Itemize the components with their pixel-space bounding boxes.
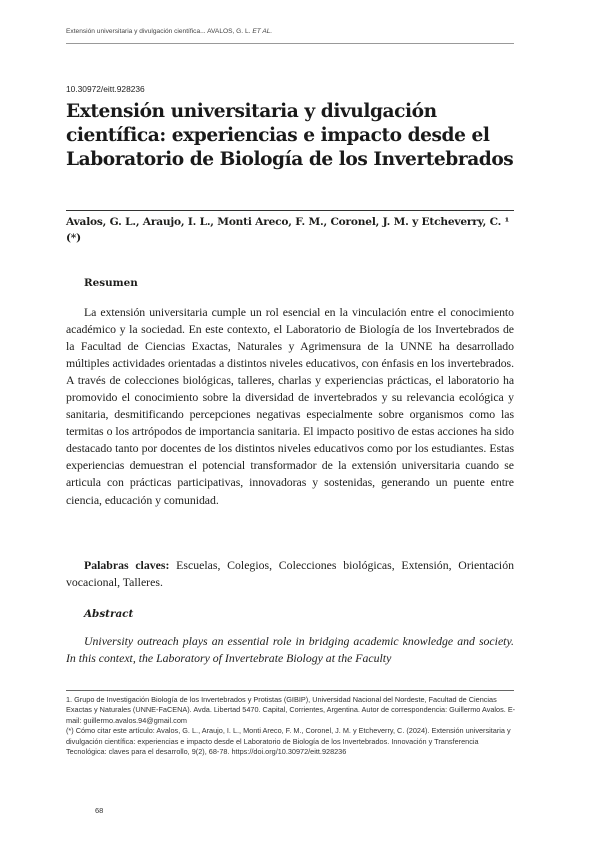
author-list: Avalos, G. L., Araujo, I. L., Monti Areco, F. M., Coronel, J. M. y Etcheverry, C. ¹ (*) <box>66 216 510 244</box>
keywords-paragraph <box>66 557 514 591</box>
running-header-text: Extensión universitaria y divulgación científica... AVALOS, G. L. <box>66 28 251 35</box>
footnote-divider <box>66 690 514 691</box>
resumen-heading: Resumen <box>84 277 138 289</box>
footnotes <box>66 695 516 757</box>
abstract-body: University outreach plays an essential role in bridging academic knowledge and society. In this context, the Laboratory of Invertebrate Biology at the Faculty <box>66 634 514 666</box>
footnote-citation: (*) Cómo citar este artículo: Avalos, G. L., Araujo, I. L., Monti Areco, F. M., Coronel, J. M. y Etcheverry, C. (2024). Extensión universitaria y divulgación científica: experiencias e impacto desde el Laboratorio de Biología de los Invertebrados. Innovación y Transferencia Tecnológica: claves para el desarrollo, 9(2), 68-78. https://doi.org/10.30972/eitt.928236 <box>66 726 511 757</box>
doi-label: 10.30972/eitt.928236 <box>66 84 145 94</box>
resumen-body: La extensión universitaria cumple un rol esencial en la vinculación entre el conocimiento académico y la sociedad. En este contexto, el Laboratorio de Biología de los Invertebrados de la Facultad de Ciencias Exactas, Naturales y Agrimensura de la UNNE ha desarrollado múltiples actividades orientadas a distintos niveles educativos, con énfasis en los invertebrados. A través de colecciones biológicas, talleres, charlas y experiencias prácticas, el laboratorio ha promovido el conocimiento sobre la diversidad de invertebrados y su relevancia ecológica y sanitaria, desmitificando percepciones negativas especialmente sobre organismos como las termitas o los artrópodos de importancia sanitaria. El impacto positivo de estas acciones ha sido destacado tanto por docentes de los distintos niveles educativos como por los estudiantes. Estas experiencias demuestran el potencial transformador de la extensión universitaria cuando se articula con prácticas participativas, innovadoras y sostenidas, generando un puente entre ciencia, educación y comunidad. <box>66 305 514 507</box>
running-header <box>66 28 536 35</box>
keywords-text: Escuelas, Colegios, Colecciones biológicas, Extensión, Orientación vocacional, Talleres. <box>66 558 514 589</box>
page-number: 68 <box>95 806 104 815</box>
article-title: Extensión universitaria y divulgación científica: experiencias e impacto desde el Laboratorio de Biología de los Invertebrados <box>66 101 514 171</box>
title-divider <box>66 210 514 211</box>
keywords-label: Palabras claves: <box>84 558 170 572</box>
header-divider <box>66 43 514 44</box>
running-header-etal: ET AL. <box>252 28 273 35</box>
footnote-affiliation: 1. Grupo de Investigación Biología de los Invertebrados y Protistas (GIBIP), Universidad Nacional del Nordeste, Facultad de Ciencias Exactas y Naturales (UNNE-FaCENA). Avda. Libertad 5470. Capital, Corrientes, Argentina. Autor de correspondencia: Guillermo Avalos. E-mail: guillermo.avalos.94@gmail.com <box>66 695 516 725</box>
abstract-heading: Abstract <box>84 608 134 620</box>
